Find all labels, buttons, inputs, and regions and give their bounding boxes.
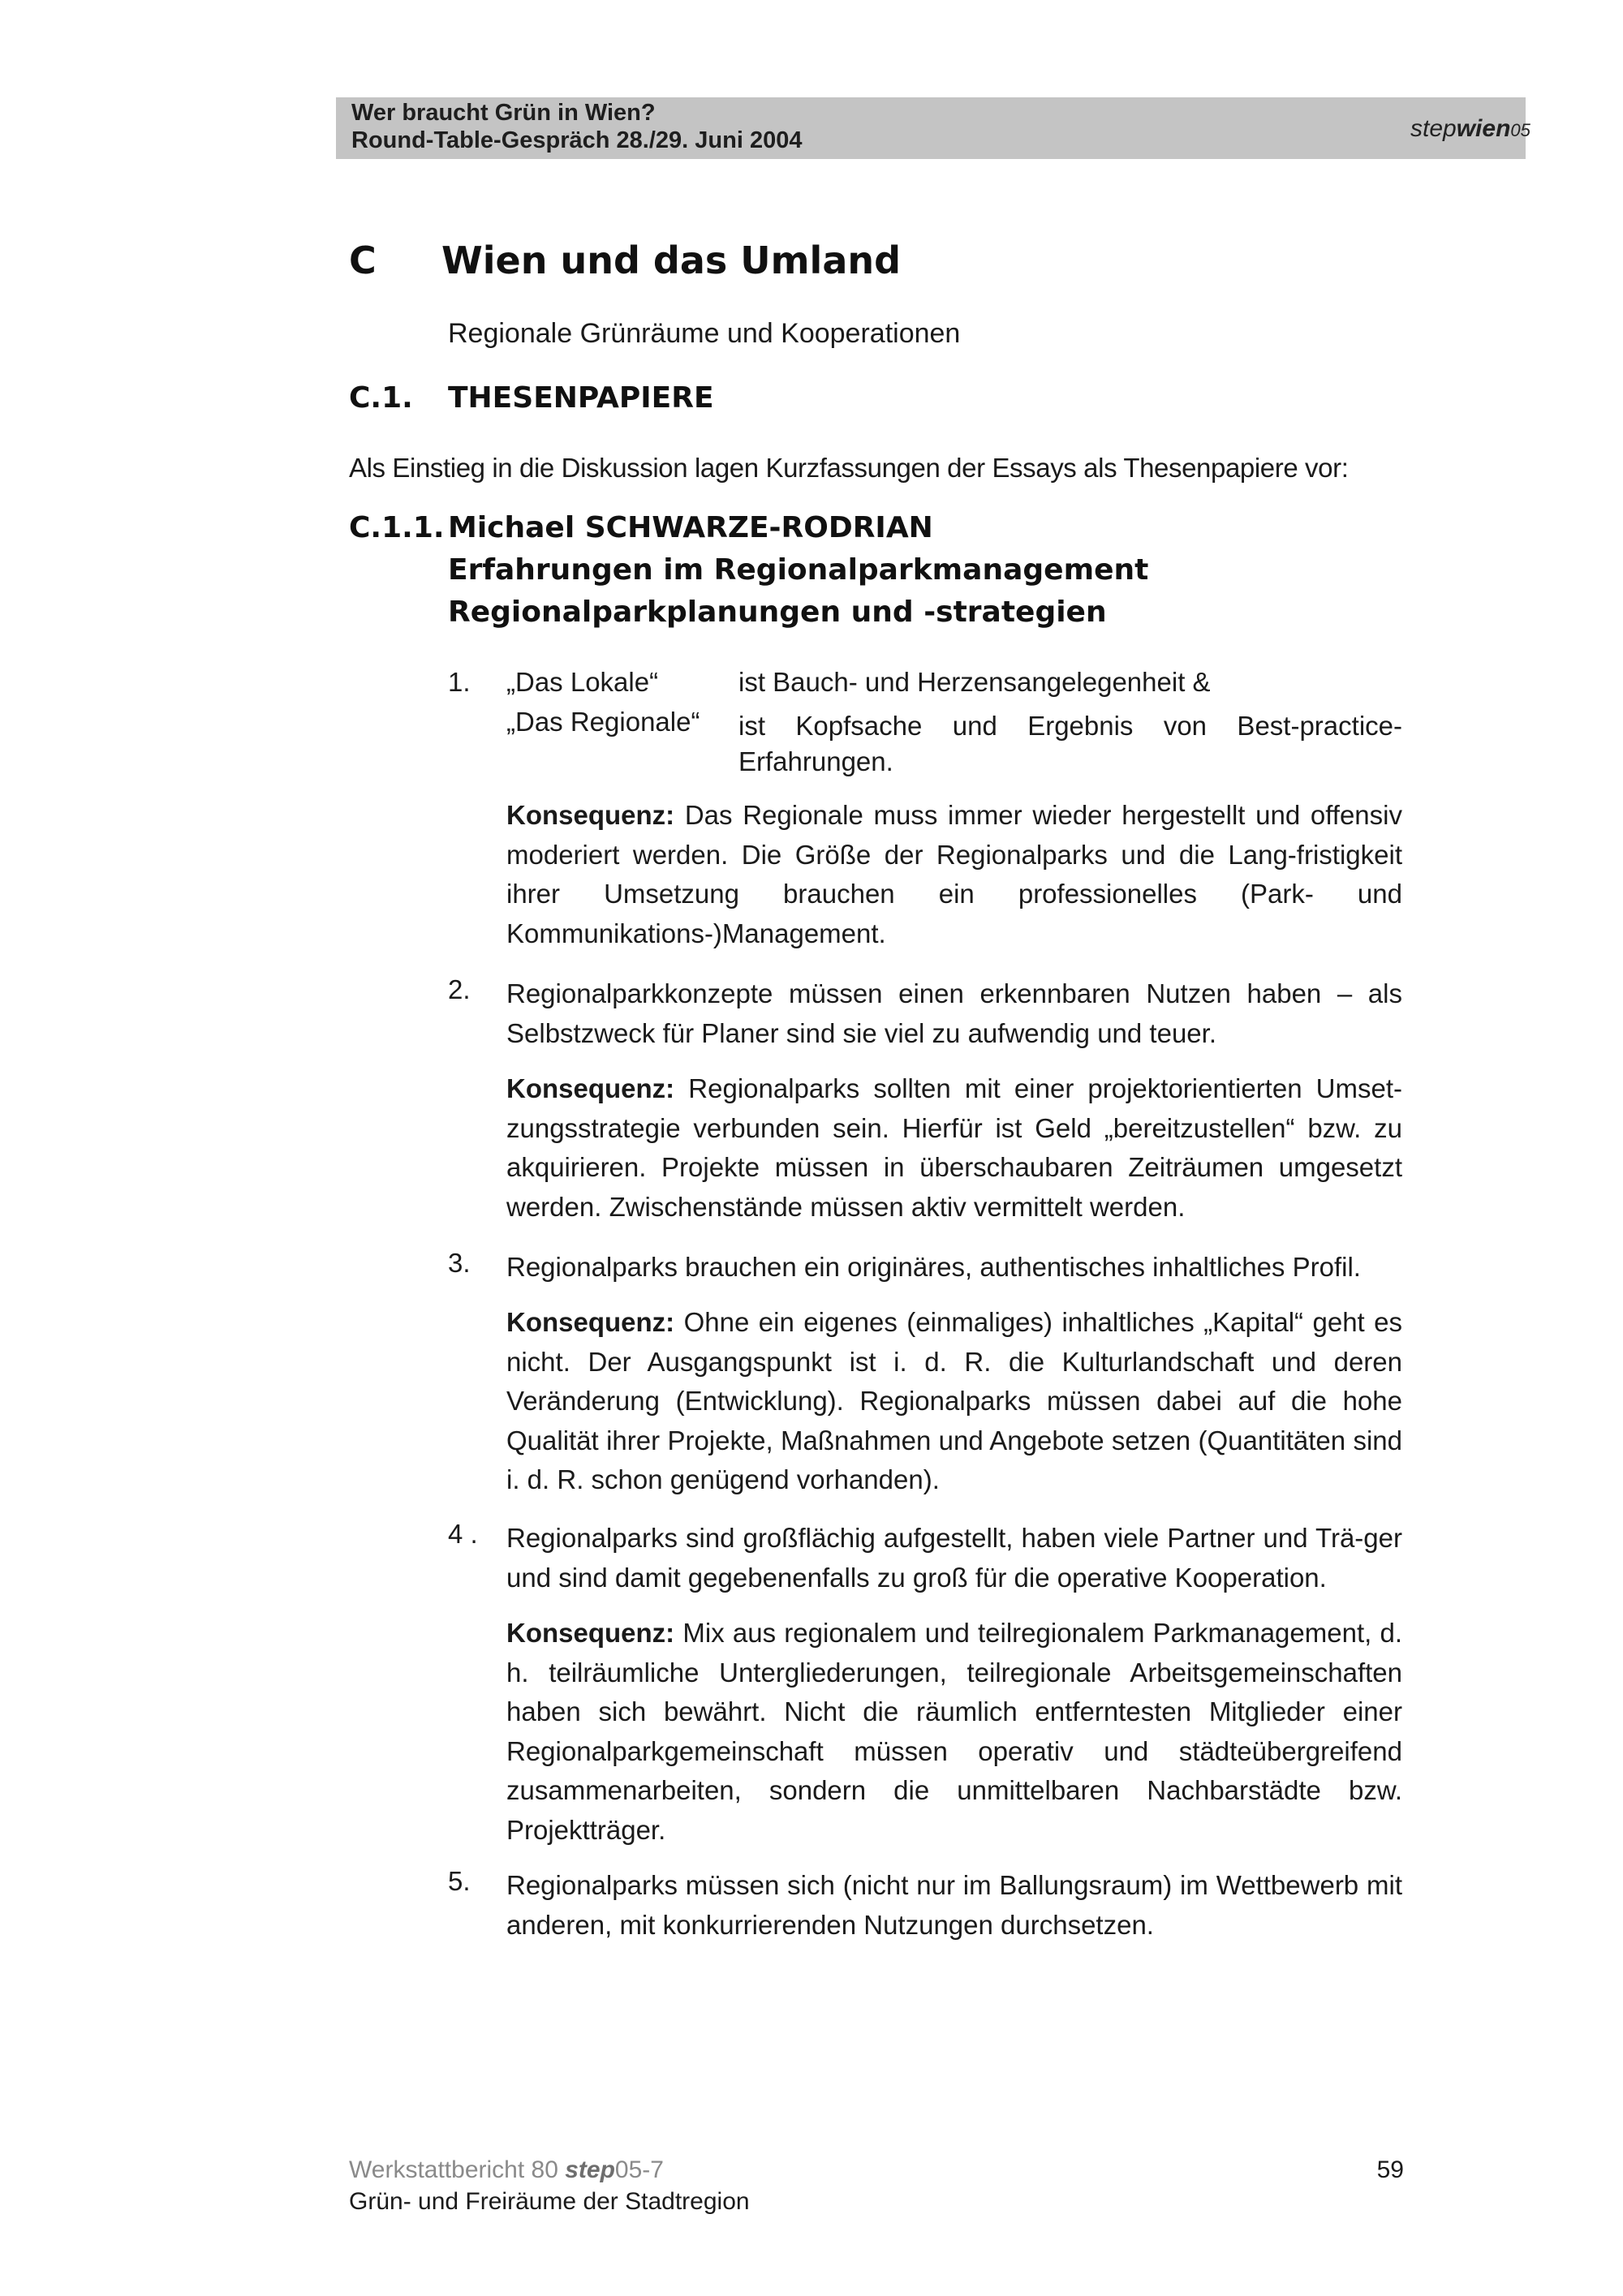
item-1-text-b: ist Kopfsache und Ergebnis von Best-practice-	[738, 711, 1402, 741]
author-heading: Michael SCHWARZE-RODRIAN	[448, 511, 933, 544]
footer-step-suffix: 05-7	[614, 2156, 664, 2183]
footer-step: step	[565, 2156, 615, 2183]
consequence-text: Das Regionale muss immer wieder hergestellt und offensiv moderiert werden. Die Größe der Regionalparks und die Lang-fristigkeit ihrer Umsetzung brauchen ein professionelles (Park- und Kommunikations-)Management.	[506, 800, 1402, 948]
stepwien-logo	[1410, 105, 1530, 153]
footer-report-label: Werkstattbericht 80	[349, 2156, 566, 2183]
logo-prefix: step	[1410, 115, 1457, 142]
item-text: Regionalparks brauchen ein originäres, authentisches inhaltliches Profil.	[506, 1252, 1361, 1282]
item-number: 4 .	[448, 1519, 478, 1549]
item-text: Regionalparks sind großflächig aufgestellt, haben viele Partner und Trä-ger und sind damit gegebenenfalls zu groß für die operative Kooperation.	[506, 1523, 1402, 1593]
consequence-label: Konsequenz:	[506, 1307, 675, 1337]
consequence-paragraph	[506, 1614, 1402, 1851]
intro-text: Als Einstieg in die Diskussion lagen Kurzfassungen der Essays als Thesenpapiere vor:	[349, 453, 1349, 483]
essay-title: Erfahrungen im Regionalparkmanagement	[448, 553, 1149, 587]
consequence-label: Konsequenz:	[506, 800, 675, 830]
item-number: 5.	[448, 1866, 471, 1896]
item-number: 1.	[448, 667, 471, 697]
logo-brand: wien	[1456, 115, 1511, 142]
item-number: 3.	[448, 1248, 471, 1278]
item-1-label-b: „Das Regionale“	[506, 707, 700, 737]
section-letter: C	[349, 239, 377, 282]
subsection-title: THESENPAPIERE	[448, 381, 714, 415]
section-title: Wien und das Umland	[441, 239, 902, 282]
footer-subtitle: Grün- und Freiräume der Stadtregion	[349, 2188, 750, 2215]
header-subtitle: Round-Table-Gespräch 28./29. Juni 2004	[351, 127, 803, 153]
item-1-label-a: „Das Lokale“	[506, 667, 659, 697]
item-number: 2.	[448, 974, 471, 1004]
consequence-label: Konsequenz:	[506, 1618, 675, 1648]
footer-report	[349, 2156, 664, 2184]
logo-suffix: 05	[1510, 120, 1530, 140]
consequence-paragraph	[506, 796, 1402, 953]
item-text: Regionalparkkonzepte müssen einen erkennbaren Nutzen haben – als Selbstzweck für Planer sind sie viel zu aufwendig und teuer.	[506, 978, 1402, 1048]
consequence-label: Konsequenz:	[506, 1073, 675, 1103]
consequence-text: Mix aus regionalem und teilregionalem Parkmanagement, d. h. teilräumliche Untergliederungen, teilregionale Arbeitsgemeinschaften haben sich bewährt. Nicht die räumlich entferntesten Mitglieder einer Regionalparkgemeinschaft müssen operativ und städteübergreifend zusammenarbeiten, sondern die unmittelbaren Nachbarstädte bzw. Projektträger.	[506, 1618, 1402, 1845]
item-1-text-a: ist Bauch- und Herzensangelegenheit &	[738, 667, 1211, 697]
header-title: Wer braucht Grün in Wien?	[351, 100, 656, 126]
consequence-paragraph	[506, 1303, 1402, 1500]
section-subtitle: Regionale Grünräume und Kooperationen	[448, 318, 961, 349]
subsubsection-number: C.1.1.	[349, 511, 445, 544]
item-1-text-b-continued: Erfahrungen.	[738, 746, 893, 776]
consequence-paragraph	[506, 1069, 1402, 1227]
item-text: Regionalparks müssen sich (nicht nur im Ballungsraum) im Wettbewerb mit anderen, mit konkurrierenden Nutzungen durchsetzen.	[506, 1870, 1402, 1940]
essay-subtitle: Regionalparkplanungen und -strategien	[448, 595, 1107, 629]
consequence-text: Regionalparks sollten mit einer projektorientierten Umset-zungsstrategie verbunden sein. Hierfür ist Geld „bereitzustellen“ bzw. zu akquirieren. Projekte müssen in überschaubaren Zeiträumen umgesetzt werden. Zwischenstände müssen aktiv vermittelt werden.	[506, 1073, 1402, 1222]
page-number: 59	[1376, 2156, 1404, 2183]
consequence-text: Ohne ein eigenes (einmaliges) inhaltliches „Kapital“ geht es nicht. Der Ausgangspunkt ist i. d. R. die Kulturlandschaft und deren Veränderung (Entwicklung). Regionalparks müssen dabei auf die hohe Qualität ihrer Projekte, Maßnahmen und Angebote setzen (Quantitäten sind i. d. R. schon genügend vorhanden).	[506, 1307, 1403, 1495]
subsection-number: C.1.	[349, 381, 413, 415]
